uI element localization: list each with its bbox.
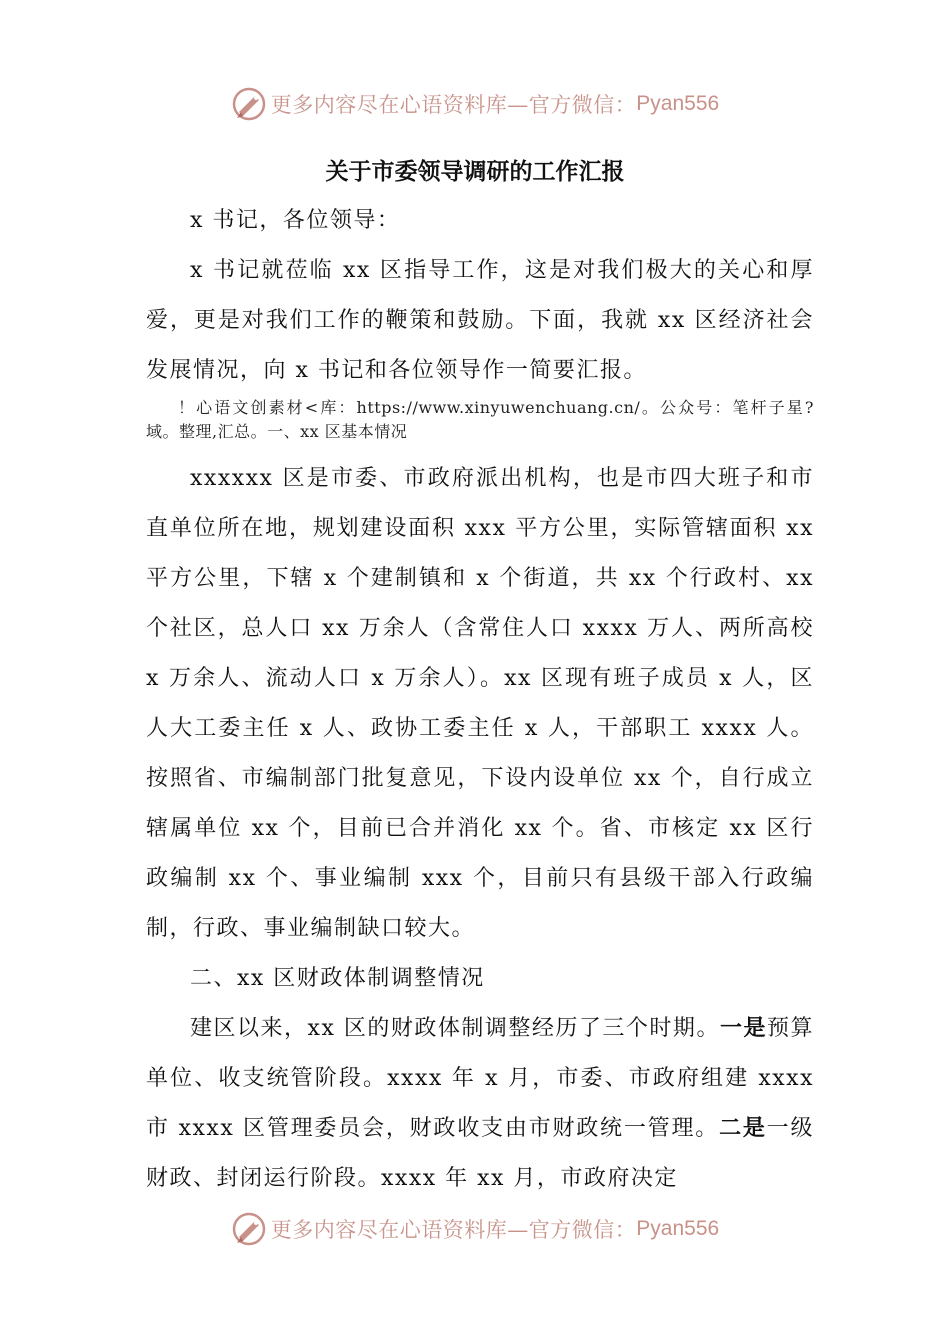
finance-stage-2: 一级财政、封闭运行阶段。xxxx 年 xx 月，市政府决定 — [146, 1116, 814, 1191]
finance-intro: 建区以来，xx 区的财政体制调整经历了三个时期。 — [190, 1016, 720, 1041]
pen-logo-icon — [231, 86, 267, 122]
document-title: 关于市委领导调研的工作汇报 — [325, 159, 625, 185]
watermark-wechat-id: Pyan556 — [636, 92, 720, 115]
watermark-text: 更多内容尽在心语资料库—官方微信： — [270, 93, 637, 117]
document-body — [146, 196, 814, 1204]
emphasis-second: 二是 — [719, 1116, 767, 1141]
emphasis-first: 一是 — [719, 1016, 767, 1041]
watermark-text: 更多内容尽在心语资料库—官方微信： — [270, 1218, 637, 1242]
watermark-banner-top — [0, 84, 950, 124]
paragraph-intro: x 书记就莅临 xx 区指导工作，这是对我们极大的关心和厚爱，更是对我们工作的鞭策和鼓励。下面，我就 xx 区经济社会发展情况，向 x 书记和各位领导作一简要汇报。 — [146, 258, 814, 383]
watermark-wechat-id: Pyan556 — [636, 1217, 720, 1240]
finance-stage-1: 预算单位、收支统管阶段。xxxx 年 x 月，市委、市政府组建 xxxx 市 xxxx 区管理委员会，财政收支由市财政统一管理。 — [146, 1016, 814, 1141]
watermark-banner-bottom — [0, 1209, 950, 1249]
salutation: x 书记，各位领导： — [190, 208, 401, 233]
section-heading-2: 二、xx 区财政体制调整情况 — [190, 966, 485, 991]
paragraph-basic-info: xxxxxx 区是市委、市政府派出机构，也是市四大班子和市直单位所在地，规划建设面积 xxx 平方公里，实际管辖面积 xx 平方公里，下辖 x 个建制镇和 x 个街道，共 xx 个行政村、xx 个社区，总人口 xx 万余人（含常住人口 xxxx 万人、两所高校 x 万余人、流动人口 x 万余人）。xx 区现有班子成员 x 人，区人大工委主任 x 人、政协工委主任 x 人，干部职工 xxxx 人。按照省、市编制部门批复意见，下设内设单位 xx 个，自行成立辖属单位 xx 个，目前已合并消化 xx 个。省、市核定 xx 区行政编制 xx 个、事业编制 xxx 个，目前只有县级干部入行政编制，行政、事业编制缺口较大。 — [146, 466, 814, 941]
source-note: ！心语文创素材<库：https://www.xinyuwenchuang.cn/。公众号：笔杆子星?域。整理,汇总。一、xx 区基本情况 — [146, 398, 814, 441]
pen-logo-icon — [231, 1211, 267, 1247]
paragraph-finance — [146, 1004, 814, 1204]
